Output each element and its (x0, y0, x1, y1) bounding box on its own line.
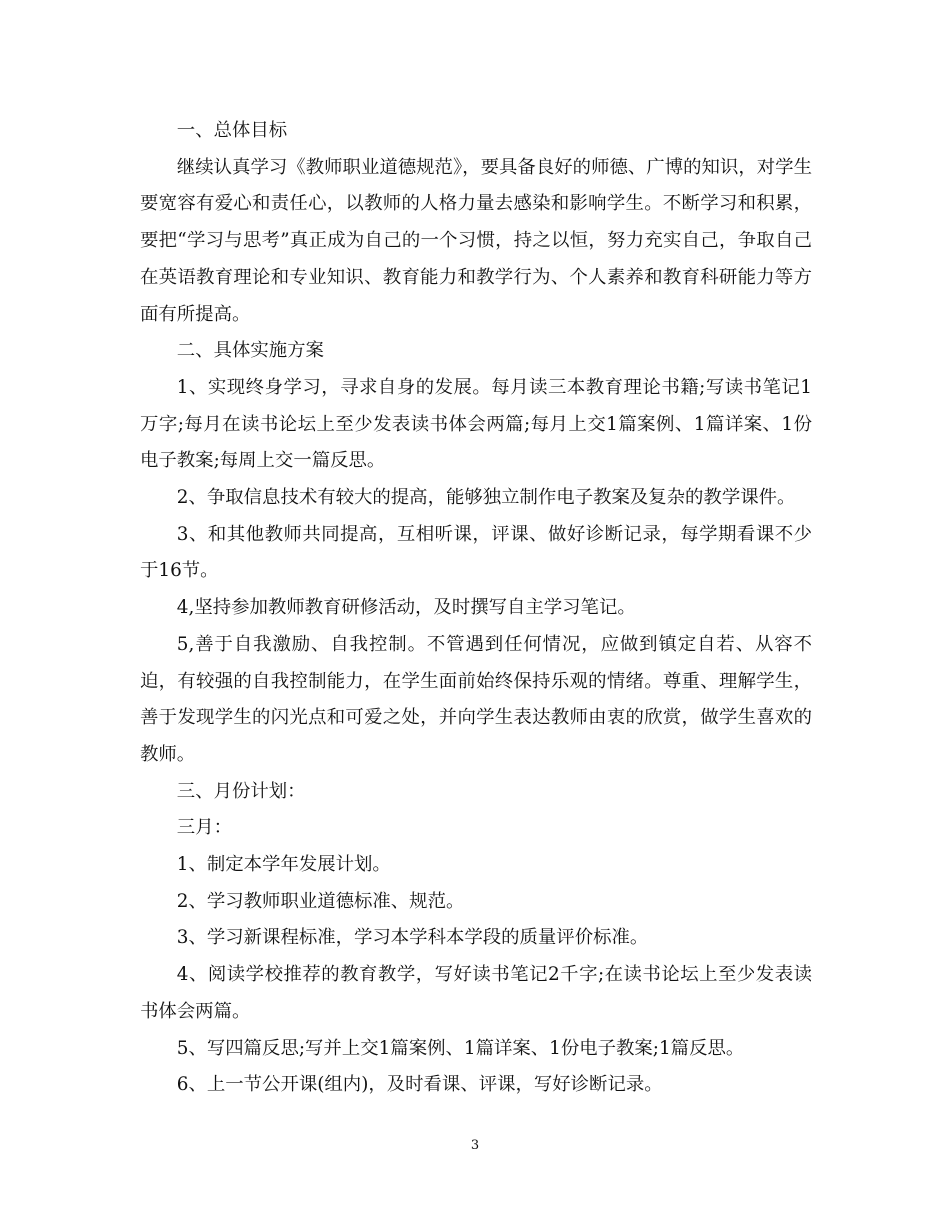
heading-monthly-plan: 三、月份计划： (176, 780, 306, 802)
march-item-6: 6、上一节公开课(组内)，及时看课、评课，写好诊断记录。 (176, 1074, 663, 1096)
subheading-march: 三月： (176, 817, 232, 839)
page-number: 3 (470, 1138, 480, 1153)
plan-item-4: 4,坚持参加教师教育研修活动，及时撰写自主学习笔记。 (176, 597, 636, 619)
plan-item-1: 1、实现终身学习，寻求自身的发展。每月读三本教育理论书籍;写读书笔记1万字;每月在读书论坛上至少发表读书体会两篇;每月上交1篇案例、1篇详案、1份电子教案;每周上交一篇反思。 (140, 376, 812, 472)
heading-implementation-plan: 二、具体实施方案 (176, 340, 324, 362)
march-item-2: 2、学习教师职业道德标准、规范。 (176, 890, 465, 912)
march-item-3: 3、学习新课程标准，学习本学科本学段的质量评价标准。 (176, 927, 649, 949)
paragraph-overall-goals-text: 继续认真学习《教师职业道德规范》，要具备良好的师德、广博的知识，对学生要宽容有爱心和责任心，以教师的人格力量去感染和影响学生。不断学习和积累，要把“学习与思考”真正成为自己的一个习惯，持之以恒，努力充实自己，争取自己在英语教育理论和专业知识、教育能力和教学行为、个人素养和教育科研能力等方面有所提高。 (140, 156, 812, 325)
plan-item-5: 5,善于自我激励、自我控制。不管遇到任何情况，应做到镇定自若、从容不迫，有较强的自我控制能力，在学生面前始终保持乐观的情绪。尊重、理解学生，善于发现学生的闪光点和可爱之处，并向学生表达教师由衷的欣赏，做学生喜欢的教师。 (140, 633, 812, 765)
heading-overall-goals: 一、总体目标 (176, 120, 288, 141)
plan-item-3: 3、和其他教师共同提高，互相听课，评课、做好诊断记录，每学期看课不少于16节。 (140, 523, 812, 582)
march-item-4: 4、阅读学校推荐的教育教学，写好读书笔记2千字;在读书论坛上至少发表读书体会两篇。 (140, 964, 812, 1022)
plan-item-2: 2、争取信息技术有较大的提高，能够独立制作电子教案及复杂的教学课件。 (176, 487, 796, 509)
march-item-1: 1、制定本学年发展计划。 (176, 854, 391, 876)
march-item-5: 5、写四篇反思;写并上交1篇案例、1篇详案、1份电子教案;1篇反思。 (176, 1037, 745, 1059)
document-body (140, 113, 812, 1104)
